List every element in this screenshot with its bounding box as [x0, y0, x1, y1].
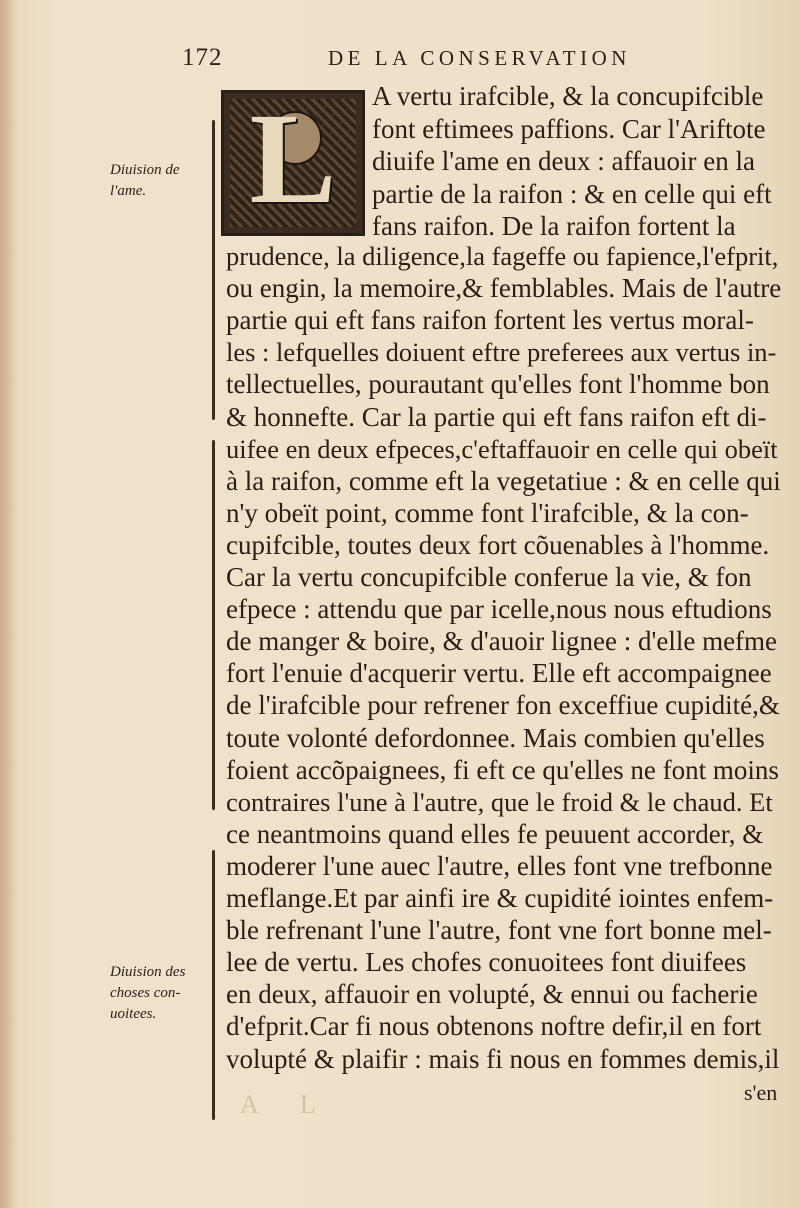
margin-note-line: l'ame.	[110, 183, 147, 199]
text-line: les : lefquelles doiuent eftre preferees aux vertus in-	[226, 337, 777, 368]
text-line: meflange.Et par ainfi ire & cupidité iointes enfem-	[226, 883, 774, 913]
margin-note-line: Diuision de	[110, 162, 180, 178]
text-line: foient accõpaignees, fi eft ce qu'elles ne font moins	[226, 754, 779, 785]
text-line: de l'irafcible pour refrener fon exceffiue cupidité,&	[226, 690, 780, 721]
text-line: toute volonté defordonnee. Mais combien qu'elles	[226, 722, 765, 753]
text-line: fans raifon. De la raifon fortent la	[372, 211, 736, 241]
running-head: DE LA CONSERVATION	[328, 46, 631, 70]
text-line: diuife l'ame en deux : affauoir en la	[372, 146, 755, 176]
text-line: de manger & boire, & d'auoir lignee : d'elle mefme	[226, 626, 778, 657]
text-line: & honnefte. Car la partie qui eft fans raifon eft di-	[226, 401, 767, 432]
show-through-text: A L	[240, 1090, 334, 1119]
page-number: 172	[182, 44, 223, 71]
text-line: ce neantmoins quand elles fe peuuent accorder, &	[226, 818, 764, 849]
margin-note-line: uoitees.	[110, 1006, 157, 1022]
text-line: n'y obeït point, comme font l'irafcible, & la con-	[226, 497, 749, 528]
text-line: ou engin, la memoire,& femblables. Mais de l'autre	[226, 273, 782, 304]
text-line: font eftimees paffions. Car l'Ariftote	[372, 113, 766, 144]
text-line: tellectuelles, pourautant qu'elles font l'homme bon	[226, 369, 770, 400]
text-line: d'efprit.Car fi nous obtenons noftre defir,il en fort	[226, 1011, 762, 1042]
text-line: partie de la raifon : & en celle qui eft	[372, 178, 772, 209]
text-line: efpece : attendu que par icelle,nous nous eftudions	[226, 594, 772, 625]
text-line: Car la vertu concupifcible conferue la vie, & fon	[226, 562, 752, 592]
text-line: volupté & plaifir : mais fi nous en fommes demis,il	[226, 1043, 780, 1074]
catchword: s'en	[744, 1080, 778, 1105]
initial-letter: L	[249, 87, 337, 231]
text-line: en deux, affauoir en volupté, & ennui ou facherie	[226, 979, 758, 1010]
text-line: contraires l'une à l'autre, que le froid & le chaud. Et	[226, 786, 773, 817]
text-line: ble refrenant l'une l'autre, font vne fort bonne mel-	[226, 915, 772, 946]
text-line: A vertu irafcible, & la concupifcible	[372, 81, 764, 111]
margin-note-line: choses con-	[110, 985, 181, 1001]
text-line: uifee en deux efpeces,c'eftaffauoir en celle qui obeït	[226, 433, 778, 464]
text-line: moderer l'une auec l'autre, elles font vne trefbonne	[226, 850, 773, 881]
text-line: lee de vertu. Les chofes conuoitees font diuifees	[226, 947, 747, 978]
text-line: fort l'enuie d'acquerir vertu. Elle eft accompaignee	[226, 658, 772, 689]
text-line: prudence, la diligence,la fageffe ou fapience,l'efprit,	[226, 241, 779, 271]
text-line: cupifcible, toutes deux fort cõuenables à l'homme.	[226, 529, 770, 560]
margin-note-line: Diuision des	[110, 964, 186, 980]
text-line: à la raifon, comme eft la vegetatiue : & en celle qui	[226, 465, 781, 496]
text-line: partie qui eft fans raifon fortent les vertus moral-	[226, 305, 754, 336]
